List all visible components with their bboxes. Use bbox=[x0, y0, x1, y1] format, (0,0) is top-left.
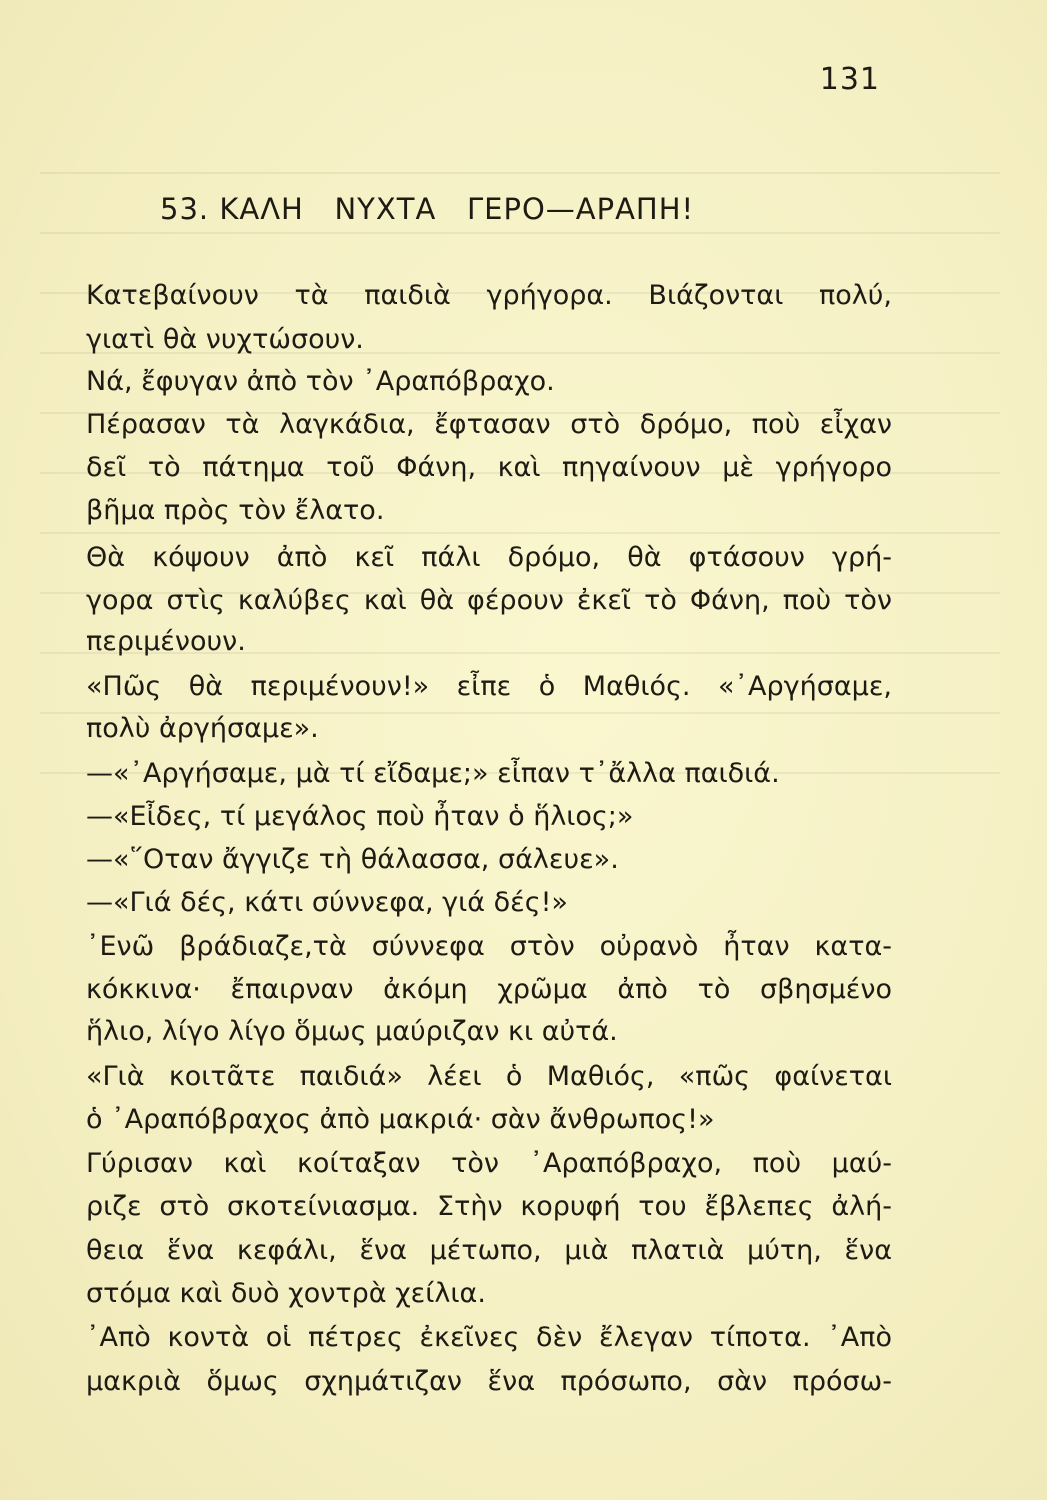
text-line: Γύρισαν καὶ κοίταξαν τὸν ᾿Αραπόβραχο, ποὺ μαύ- bbox=[86, 1148, 892, 1179]
text-line: κόκκινα· ἔπαιρναν ἀκόμη χρῶμα ἀπὸ τὸ σβησμένο bbox=[86, 974, 892, 1005]
text-line: ὁ ᾿Αραπόβραχος ἀπὸ μακριά· σὰν ἄνθρωπος!» bbox=[86, 1104, 715, 1135]
text-line: γιατὶ θὰ νυχτώσουν. bbox=[86, 324, 364, 355]
page-number: 131 bbox=[819, 62, 880, 97]
text-line: Θὰ κόψουν ἀπὸ κεῖ πάλι δρόμο, θὰ φτάσουν γρή- bbox=[86, 542, 892, 573]
text-line: στόμα καὶ δυὸ χοντρὰ χείλια. bbox=[86, 1278, 486, 1309]
text-line: Πέρασαν τὰ λαγκάδια, ἔφτασαν στὸ δρόμο, ποὺ εἶχαν bbox=[86, 409, 892, 440]
text-line: ᾿Ενῶ βράδιαζε,τὰ σύννεφα στὸν οὐρανὸ ἦταν κατα- bbox=[86, 931, 892, 962]
text-line: —«Εἶδες, τί μεγάλος ποὺ ἦταν ὁ ἥλιος;» bbox=[86, 801, 634, 832]
text-line: ἥλιο, λίγο λίγο ὅμως μαύριζαν κι αὐτά. bbox=[86, 1016, 618, 1047]
text-line: «Γιὰ κοιτᾶτε παιδιά» λέει ὁ Μαθιός, «πῶς φαίνεται bbox=[86, 1061, 892, 1092]
text-line: «Πῶς θὰ περιμένουν!» εἶπε ὁ Μαθιός. «᾿Αργήσαμε, bbox=[86, 671, 892, 702]
text-line: γορα στὶς καλύβες καὶ θὰ φέρουν ἐκεῖ τὸ Φάνη, ποὺ τὸν bbox=[86, 585, 892, 616]
text-line: Κατεβαίνουν τὰ παιδιὰ γρήγορα. Βιάζονται πολύ, bbox=[86, 280, 892, 311]
chapter-title: 53. ΚΑΛΗ ΝΥΧΤΑ ΓΕΡΟ—ΑΡΑΠΗ! bbox=[160, 192, 695, 226]
text-line: δεῖ τὸ πάτημα τοῦ Φάνη, καὶ πηγαίνουν μὲ γρήγορο bbox=[86, 452, 892, 483]
text-line: —«᾿Αργήσαμε, μὰ τί εἴδαμε;» εἶπαν τ᾿ἄλλα παιδιά. bbox=[86, 758, 780, 789]
text-line: ριζε στὸ σκοτείνιασμα. Στὴν κορυφή του ἔβλεπες ἀλή- bbox=[86, 1191, 892, 1222]
text-line: ᾿Απὸ κοντὰ οἱ πέτρες ἐκεῖνες δὲν ἔλεγαν τίποτα. ᾿Απὸ bbox=[86, 1322, 892, 1353]
text-line: —«Γιά δές, κάτι σύννεφα, γιά δές!» bbox=[86, 887, 568, 918]
text-line: θεια ἕνα κεφάλι, ἕνα μέτωπο, μιὰ πλατιὰ μύτη, ἕνα bbox=[86, 1235, 892, 1266]
text-line: Νά, ἔφυγαν ἀπὸ τὸν ᾿Αραπόβραχο. bbox=[86, 366, 555, 397]
text-line: βῆμα πρὸς τὸν ἔλατο. bbox=[86, 495, 385, 526]
text-line: —«῞Οταν ἄγγιζε τὴ θάλασσα, σάλευε». bbox=[86, 844, 619, 875]
text-line: πολὺ ἀργήσαμε». bbox=[86, 713, 319, 744]
text-line: μακριὰ ὅμως σχημάτιζαν ἕνα πρόσωπο, σὰν πρόσω- bbox=[86, 1366, 892, 1397]
text-line: περιμένουν. bbox=[86, 626, 246, 657]
